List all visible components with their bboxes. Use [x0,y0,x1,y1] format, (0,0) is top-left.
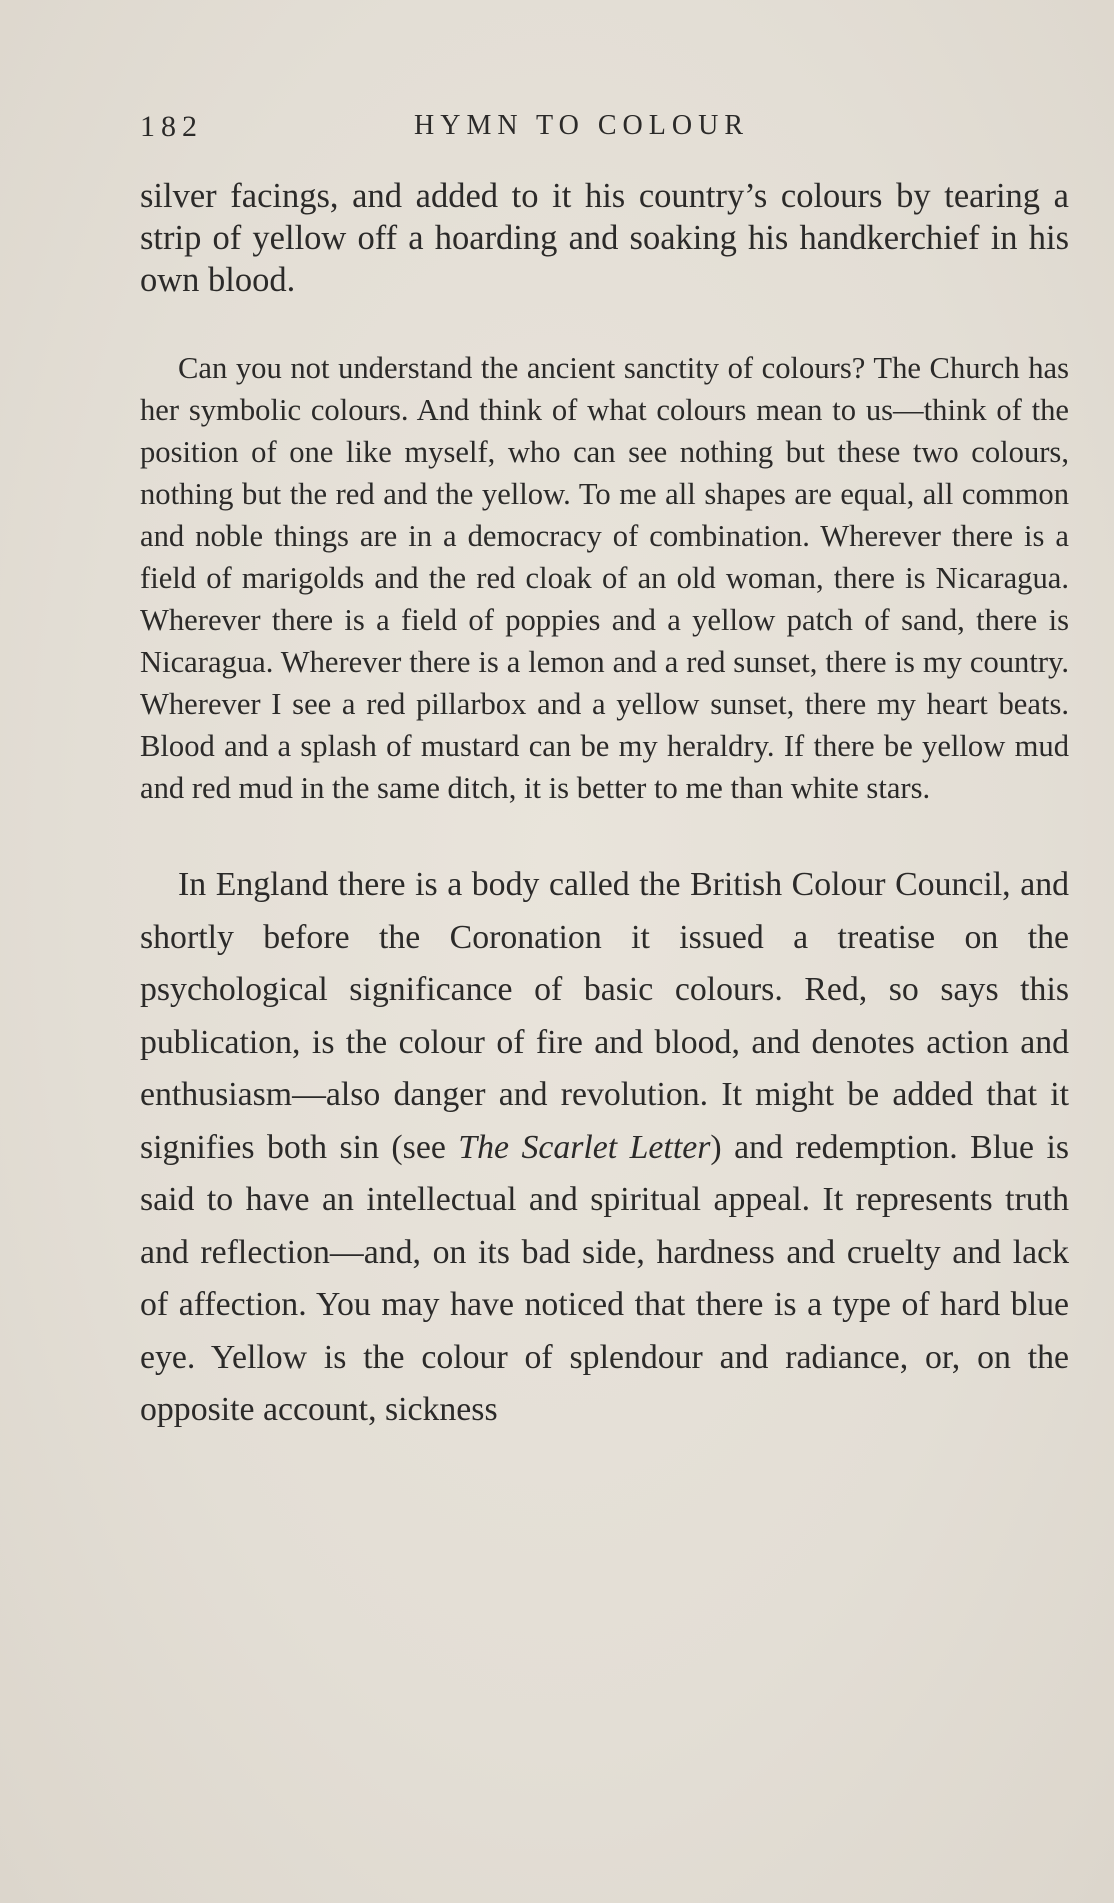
paragraph-1: silver facings, and added to it his country’s colours by tearing a strip of yellow off a hoarding and soaking his handkerchief in his own blood. [140,177,1069,299]
paragraph-3-text-end: ) and redemption. Blue is said to have an intellectual and spiritual appeal. It represents truth and reflection—and, on its bad side, hardness and cruelty and lack of affection. You may have noticed that there is a type of hard blue eye. Yellow is the colour of splendour and radiance, or, on the opposite account, sickness [140,1128,1069,1428]
paragraph-3-text-start: In England there is a body called the British Colour Council, and shortly before the Coronation it issued a treatise on the psychological significance of basic colours. Red, so says this publication, is the colour of fire and blood, and denotes action and enthusiasm—also danger and revolution. It might be added that it signifies both sin (see [140,866,1069,1166]
running-head: HYMN TO COLOUR [414,110,749,141]
book-title: The Scarlet Letter [458,1128,711,1166]
page-header [140,110,974,150]
paragraph-2: Can you not understand the ancient sanctity of colours? The Church has her symbolic colours. And think of what colours mean to us—think of the position of one like myself, who can see nothing but these two colours, nothing but the red and the yellow. To me all shapes are equal, all common and noble things are in a democracy of combination. Wherever there is a field of marigolds and the red cloak of an old woman, there is Nicaragua. Wherever there is a field of poppies and a yellow patch of sand, there is Nicaragua. Wherever there is a lemon and a red sunset, there is my country. Wherever I see a red pillarbox and a yellow sunset, there my heart beats. Blood and a splash of mustard can be my heraldry. If there be yellow mud and red mud in the same ditch, it is better to me than white stars. [140,351,1069,805]
paragraph-3 [140,859,1069,1437]
page-number: 182 [140,110,203,143]
body-text [140,175,1069,1437]
